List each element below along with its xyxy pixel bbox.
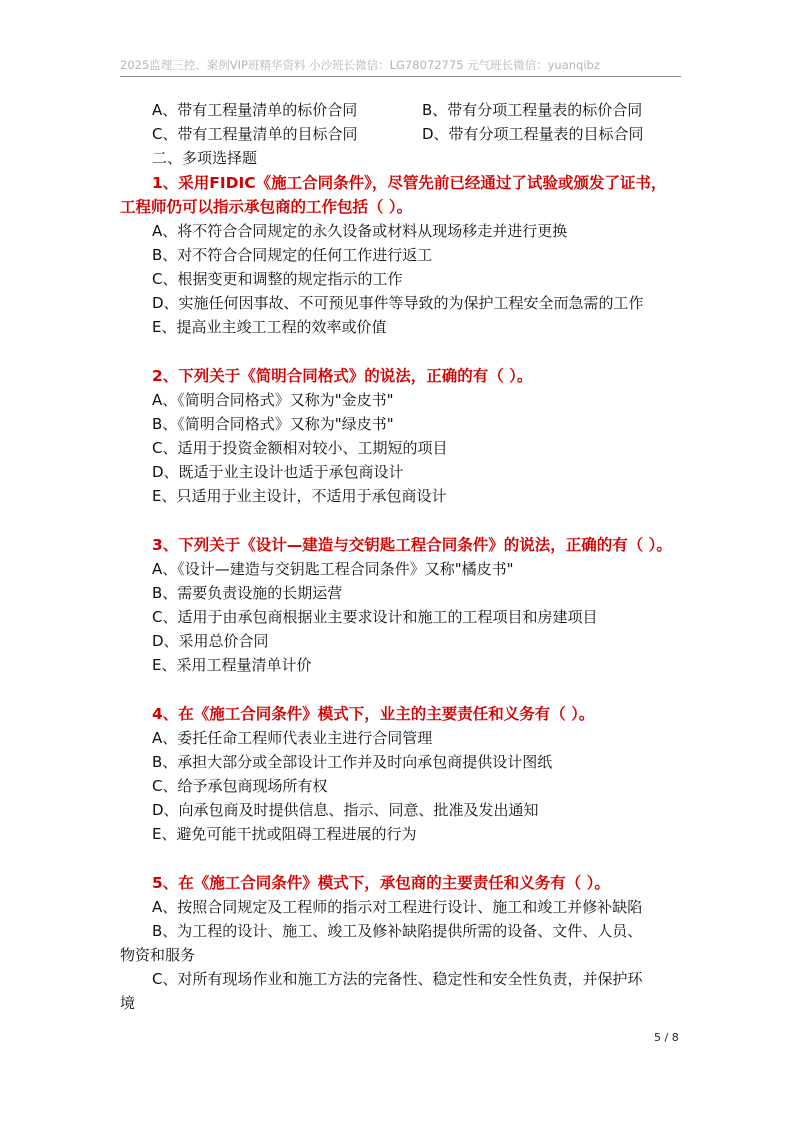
q1-option-d: D、实施任何因事故、不可预见事件等导致的为保护工程安全而急需的工作 bbox=[152, 294, 644, 312]
question-4-stem: 4、在《施工合同条件》模式下，业主的主要责任和义务有（ ）。 bbox=[152, 705, 595, 723]
q1-option-c: C、根据变更和调整的规定指示的工作 bbox=[152, 270, 403, 288]
option-d: D、带有分项工程量表的目标合同 bbox=[422, 125, 644, 143]
q2-option-e: E、只适用于业主设计，不适用于承包商设计 bbox=[152, 487, 447, 505]
q4-option-b: B、承担大部分或全部设计工作并及时向承包商提供设计图纸 bbox=[152, 753, 553, 771]
q4-option-a: A、委托任命工程师代表业主进行合同管理 bbox=[152, 729, 433, 747]
q2-option-c: C、适用于投资金额相对较小、工期短的项目 bbox=[152, 439, 448, 457]
page-header: 2025监理三控、案例VIP班精华资料 小沙班长微信：LG78072775 元气班长微信：yuanqibz bbox=[120, 58, 600, 72]
option-a: A、带有工程量清单的标价合同 bbox=[152, 101, 358, 119]
q4-option-d: D、向承包商及时提供信息、指示、同意、批准及发出通知 bbox=[152, 801, 539, 819]
q1-option-b: B、对不符合合同规定的任何工作进行返工 bbox=[152, 246, 433, 264]
q3-option-c: C、适用于由承包商根据业主要求设计和施工的工程项目和房建项目 bbox=[152, 608, 598, 626]
q5-option-b-line-1: B、为工程的设计、施工、竣工及修补缺陷提供所需的设备、文件、人员、 bbox=[152, 922, 643, 940]
q2-option-b: B、《简明合同格式》又称为"绿皮书" bbox=[152, 415, 394, 433]
q1-option-a: A、将不符合合同规定的永久设备或材料从现场移走并进行更换 bbox=[152, 222, 568, 240]
q5-option-c-line-2: 境 bbox=[120, 994, 136, 1012]
question-5-stem: 5、在《施工合同条件》模式下，承包商的主要责任和义务有（ ）。 bbox=[152, 874, 610, 892]
page-number: 5 / 8 bbox=[654, 1031, 679, 1044]
q3-option-d: D、采用总价合同 bbox=[152, 632, 269, 650]
question-1-stem-line-1: 1、采用FIDIC《施工合同条件》，尽管先前已经通过了试验或颁发了证书， bbox=[152, 174, 667, 192]
q5-option-c-line-1: C、对所有现场作业和施工方法的完备性、稳定性和安全性负责，并保护环 bbox=[152, 970, 643, 988]
question-2-stem: 2、下列关于《简明合同格式》的说法，正确的有（ ）。 bbox=[152, 367, 533, 385]
section-title: 二、多项选择题 bbox=[152, 149, 258, 167]
q5-option-a: A、按照合同规定及工程师的指示对工程进行设计、施工和竣工并修补缺陷 bbox=[152, 898, 643, 916]
q5-option-b-line-2: 物资和服务 bbox=[120, 946, 196, 964]
q3-option-b: B、需要负责设施的长期运营 bbox=[152, 584, 343, 602]
q2-option-d: D、既适于业主设计也适于承包商设计 bbox=[152, 463, 404, 481]
question-3-stem: 3、下列关于《设计—建造与交钥匙工程合同条件》的说法，正确的有（ ）。 bbox=[152, 536, 672, 554]
option-b: B、带有分项工程量表的标价合同 bbox=[422, 101, 643, 119]
q1-option-e: E、提高业主竣工工程的效率或价值 bbox=[152, 318, 387, 336]
q3-option-a: A、《设计—建造与交钥匙工程合同条件》又称"橘皮书" bbox=[152, 560, 514, 578]
q4-option-c: C、给予承包商现场所有权 bbox=[152, 777, 328, 795]
question-1-stem-line-2: 工程师仍可以指示承包商的工作包括（ ）。 bbox=[120, 198, 413, 216]
q2-option-a: A、《简明合同格式》又称为"金皮书" bbox=[152, 391, 394, 409]
option-c: C、带有工程量清单的目标合同 bbox=[152, 125, 358, 143]
q4-option-e: E、避免可能干扰或阻碍工程进展的行为 bbox=[152, 825, 417, 843]
q3-option-e: E、采用工程量清单计价 bbox=[152, 656, 312, 674]
